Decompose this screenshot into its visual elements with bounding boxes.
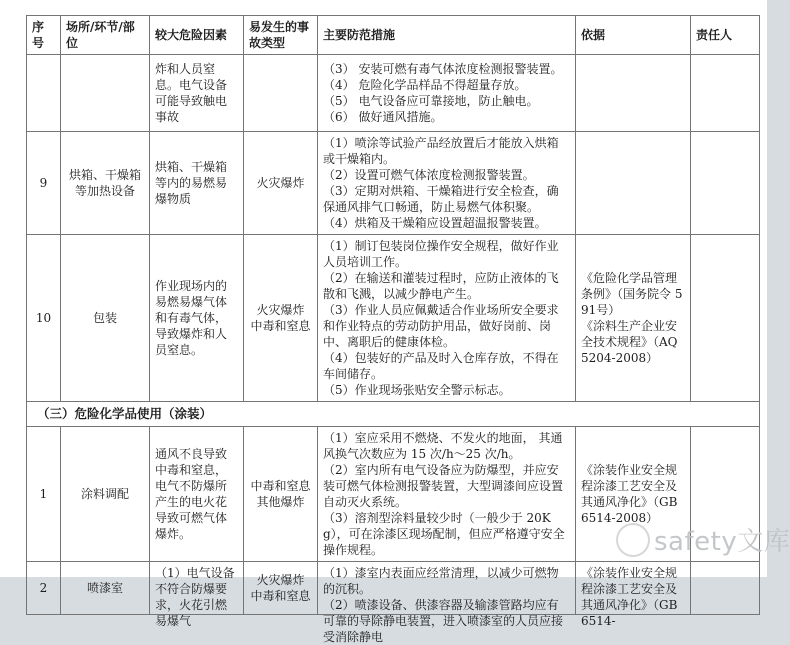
cell-location: 涂料调配: [61, 427, 150, 562]
header-location: 场所/环节/部位: [61, 16, 150, 55]
cell-no: 1: [27, 427, 61, 562]
table-row-continuation: [27, 55, 760, 132]
cell-no: 10: [27, 235, 61, 402]
section-header-row: [27, 402, 760, 427]
cell-measures: （1）喷涂等试验产品经放置后才能放入烘箱或干燥箱内。 （2）设置可燃气体浓度检测报警装置。 （3）定期对烘箱、干燥箱进行安全检查，确保通风排气口畅通，防止易燃气体积聚。 （4）烘箱及干燥箱应设置超温报警装置。: [318, 132, 576, 235]
watermark-text: safety文库: [654, 527, 790, 557]
cell-accident-type: 中毒和窒息 其他爆炸: [244, 427, 318, 562]
cell-responsible: [691, 132, 760, 235]
cell-risk-factors: 通风不良导致中毒和窒息，电气不防爆所产生的电火花导致可燃气体爆炸。: [150, 427, 244, 562]
cell-measures: （1）室应采用不燃烧、不发火的地面， 其通风换气次数应为 15 次/h～25 次/h。 （2）室内所有电气设备应为防爆型，并应安装可燃气体检测报警装置，大型调漆间应设置自动灭火系统。 （3）溶剂型涂料量较少时（一般少于 20Kg），可在涂漆区现场配制，但应严格遵守安全操作规程。: [318, 427, 576, 562]
table-row-10: [27, 235, 760, 402]
cell-accident-type: 火灾爆炸: [244, 132, 318, 235]
cell-measures: （1）制订包装岗位操作安全规程，做好作业人员培训工作。 （2）在输送和灌装过程时，应防止液体的飞散和飞溅，以减少静电产生。 （3）作业人员应佩戴适合作业场所安全要求和作业特点的劳动防护用品，做好岗前、岗中、离职后的健康体检。 （4）包装好的产品及时入仓库存放，不得在车间储存。 （5）作业现场张贴安全警示标志。: [318, 235, 576, 402]
cell-accident-type: 火灾爆炸 中毒和窒息: [244, 235, 318, 402]
cell-accident-type: 火灾爆炸 中毒和窒息: [244, 562, 318, 615]
cell-risk-factors: 烘箱、干燥箱等内的易燃易爆物质: [150, 132, 244, 235]
cell-location: 烘箱、干燥箱等加热设备: [61, 132, 150, 235]
section-title: （三）危险化学品使用（涂装）: [27, 402, 760, 427]
header-accident-type: 易发生的事故类型: [244, 16, 318, 55]
header-no: 序号: [27, 16, 61, 55]
header-basis: 依据: [576, 16, 691, 55]
cell-basis: [576, 132, 691, 235]
cell-measures: （1）漆室内表面应经常清理，以减少可燃物的沉积。 （2）喷漆设备、供漆容器及输漆管路均应有可靠的导除静电装置，进入喷漆室的人员应接受消除静电: [318, 562, 576, 615]
header-responsible: 责任人: [691, 16, 760, 55]
cell-no: 2: [27, 562, 61, 615]
risk-assessment-table: [26, 15, 760, 644]
cell-location: 喷漆室: [61, 562, 150, 615]
cell-basis: 《涂装作业安全规程涂漆工艺安全及其通风净化》（GB 6514-: [576, 562, 691, 615]
cell-risk-factors: 作业现场内的易燃易爆气体和有毒气体，导致爆炸和人员窒息。: [150, 235, 244, 402]
header-measures: 主要防范措施: [318, 16, 576, 55]
cell-responsible: [691, 562, 760, 615]
table-row-1: [27, 427, 760, 562]
table-header-row: [27, 16, 760, 55]
cell-location: 包装: [61, 235, 150, 402]
header-risk-factors: 较大危险因素: [150, 16, 244, 55]
table-row-9: [27, 132, 760, 235]
cell-location: [61, 55, 150, 132]
cell-accident-type: [244, 55, 318, 132]
cell-measures: （3） 安装可燃有毒气体浓度检测报警装置。 （4） 危险化学品样品不得超量存放。 （5） 电气设备应可靠接地，防止触电。 （6） 做好通风措施。: [318, 55, 576, 132]
cell-basis: [576, 55, 691, 132]
cell-basis: 《涂装作业安全规程涂漆工艺安全及其通风净化》（GB 6514-2008）: [576, 427, 691, 562]
cell-risk-factors: 炸和人员窒息。电气设备可能导致触电事故: [150, 55, 244, 132]
cell-basis: 《危险化学品管理条例》（国务院令 591号） 《涂料生产企业安全技术规程》（AQ5204-2008）: [576, 235, 691, 402]
cell-responsible: [691, 235, 760, 402]
cell-risk-factors: （1）电气设备不符合防爆要求，火花引燃易爆气: [150, 562, 244, 615]
cell-no: [27, 55, 61, 132]
cell-responsible: [691, 427, 760, 562]
table-row-2: [27, 562, 760, 615]
cell-responsible: [691, 55, 760, 132]
cell-no: 9: [27, 132, 61, 235]
